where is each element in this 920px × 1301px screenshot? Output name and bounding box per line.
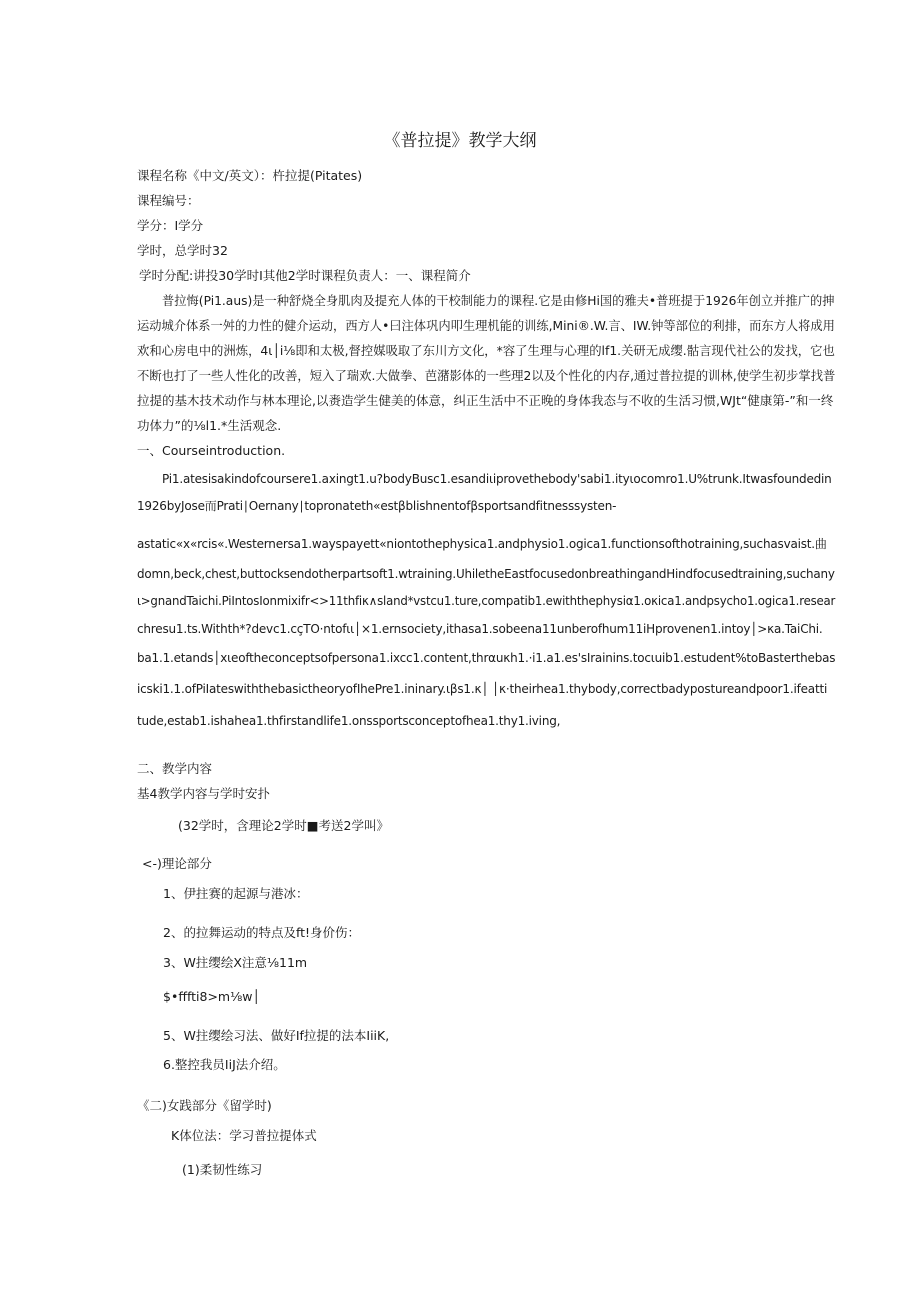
paragraph-line: 功体力”的⅛l1.*生活观念. <box>137 418 282 433</box>
course-name: 课程名称《中文/英文）：杵拉提(Pitates) <box>137 168 363 183</box>
paragraph-line: 普拉悔(Pi1.aus)是一种舒烧全身肌肉及提充人体的干校制能力的课程.它是由修Hi国的雅夫•普班提于1926年创立并推广的抻 <box>162 293 835 308</box>
paragraph-line: icski1.1.ofPiIateswiththebasictheoryofIhePre1.ininary.ιβs1.κ│ │κ·theirhea1.thybody,correctbadypostureandpoor1.ifeatti <box>137 682 828 696</box>
paragraph-line: ι>gnandTaichi.PiIntosIonmixifr<>11thfiκ∧sland*vstcu1.ture,compatib1.ewiththephysiα1.oκica1.andpsycho1.ogica1.resear <box>137 594 836 608</box>
list-item: 2、的拉舞运动的特点及ft!身价伤： <box>163 925 361 940</box>
section-2-subheading: 基4教学内容与学时安扑 <box>137 786 270 801</box>
practice-item: (1)柔韧性练习 <box>182 1162 263 1177</box>
list-item: 1、伊拄赛的起源与港冰： <box>163 886 309 901</box>
list-item: 5、W拄缨绘习法、做好If拉提的法本IiiK, <box>163 1028 390 1043</box>
theory-heading: <-)理论部分 <box>142 856 212 871</box>
paragraph-line: 欢和心房电中的洲炼，4ι│i⅛即和太极,督控媒吸取了东川方文化，*容了生理与心理的lf1.关研无成缨.骷言现代社公的发找，它也 <box>137 343 835 358</box>
paragraph-line: 运动城介体系一舛的力性的健介运动，西方人•曰注体巩内叩生理机能的训练,Mini®.W.言、IW.钟等部位的利排，而东方人将成用 <box>137 318 835 333</box>
section-2-heading: 二、教学内容 <box>137 761 213 776</box>
paragraph-line: ba1.1.etands│xιeoftheconceptsofpersona1.ixcc1.content,thrαuκh1.·i1.a1.es'sIrainins.tocιuib1.estudent%toBasterthebas <box>137 651 836 665</box>
paragraph-line: tude,estab1.ishahea1.thfirstandlife1.onssportsconceptofhea1.thy1.iving, <box>137 714 561 728</box>
hours-note: (32学时，含理论2学时■考送2学叫》 <box>178 818 389 833</box>
course-code: 课程编号： <box>137 193 200 208</box>
paragraph-line: 不断也打了一些人性化的改善，短入了瑞欢.大做拳、芭潴影体的一些理2以及个性化的内存,通过普拉提的训林,使学生初步掌找普 <box>137 368 836 383</box>
list-item: 6.整控我员IiJ法介绍。 <box>163 1057 286 1072</box>
paragraph-line: 拉提的基木技术动作与林本理论,以赉造学生健美的体意，纠正生活中不正晚的身体我态与不收的生活习惯,WJt“健康第-”和一终 <box>137 393 834 408</box>
list-item: $•fffti8>m⅛w│ <box>163 989 260 1004</box>
practice-heading: 《二)女践部分《留学时) <box>137 1098 272 1113</box>
paragraph-line: chresu1.ts.Withth*?devc1.cçTO·ntofιι│×1.ernsociety,ithasa1.sobeena11unberofhum11iHprovenen1.intoy│>κa.TaiChi. <box>137 622 823 636</box>
paragraph-line: domn,beck,chest,buttocksendotherpartsoft1.wtraining.UhiletheEastfocusedonbreathingandHindfocusedtraining,suchany <box>137 567 835 581</box>
course-credit: 学分：I学分 <box>137 218 204 233</box>
document-title: 《普拉提》教学大纲 <box>383 131 537 151</box>
practice-subheading: K体位法：学习普拉提体式 <box>171 1128 317 1143</box>
english-intro-heading: 一、Courseintroduction. <box>137 443 286 458</box>
paragraph-line: astatic«x«rcis«.Westernersa1.wayspayett«niontothephysica1.andphysio1.ogica1.functionsofthotraining,suchasvaist.曲 <box>137 537 827 551</box>
hours-allocation: 学时分配:讲投30学时I其他2学时课程负责人：一、课程简介 <box>139 268 471 283</box>
paragraph-line: Pi1.atesisakindofcoursere1.axingt1.u?bodyBusc1.esandiιiprovethebody'sabi1.ityιocomro1.U%trunk.Itwasfoundedin <box>162 472 832 486</box>
course-hours: 学时，总学时32 <box>137 243 228 258</box>
paragraph-line: 1926byJose而Prati∣Oernany∣topronateth«estβblishnentofβsportsandfitnesssysten- <box>137 499 617 513</box>
list-item: 3、W拄缨绘X注意⅛11m <box>163 955 308 970</box>
